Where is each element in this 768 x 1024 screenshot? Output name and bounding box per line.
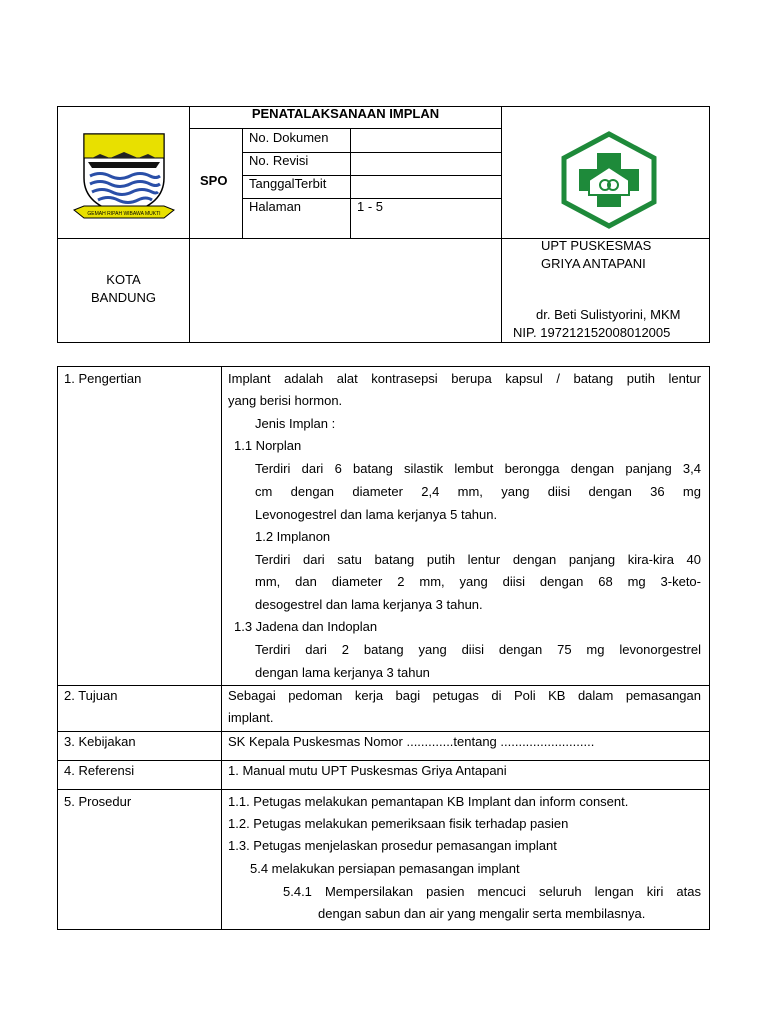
pengertian-line: Terdiri dari 6 batang silastik lembut berongga dengan panjang 3,4 bbox=[255, 461, 701, 476]
pengertian-line: Jenis Implan : bbox=[255, 416, 336, 431]
pengertian-line: mm, dan diameter 2 mm, yang diisi dengan 68 mg 3-keto- bbox=[255, 574, 701, 589]
pengertian-line: desogestrel dan lama kerjanya 3 tahun. bbox=[255, 597, 483, 612]
field-label-no-revisi: No. Revisi bbox=[249, 153, 309, 168]
institution-line-2: GRIYA ANTAPANI bbox=[541, 256, 646, 271]
document-title: PENATALAKSANAAN IMPLAN bbox=[251, 106, 440, 121]
tujuan-line: implant. bbox=[228, 710, 274, 725]
pengertian-line: Terdiri dari 2 batang yang diisi dengan 75 mg levonorgestrel bbox=[255, 642, 701, 657]
pengertian-line: Implant adalah alat kontrasepsi berupa kapsul / batang putih lentur bbox=[228, 371, 701, 386]
prosedur-line: 5.4.1 Mempersilakan pasien mencuci seluruh lengan kiri atas bbox=[283, 884, 701, 899]
bandung-crest-logo bbox=[70, 128, 178, 224]
section-label-referensi: 4. Referensi bbox=[64, 763, 135, 778]
prosedur-line: 1.3. Petugas menjelaskan prosedur pemasangan implant bbox=[228, 838, 557, 853]
field-value-halaman: 1 - 5 bbox=[357, 199, 384, 214]
pengertian-line: dengan lama kerjanya 3 tahun bbox=[255, 665, 430, 680]
prosedur-line: 1.2. Petugas melakukan pemeriksaan fisik terhadap pasien bbox=[228, 816, 569, 831]
section-label-kebijakan: 3. Kebijakan bbox=[64, 734, 136, 749]
crest-motto: GEMAH RIPAH WIBAWA MUKTI bbox=[87, 211, 161, 217]
section-label-tujuan: 2. Tujuan bbox=[64, 688, 118, 703]
institution-line-1: UPT PUSKESMAS bbox=[541, 238, 652, 253]
field-label-no-dokumen: No. Dokumen bbox=[249, 130, 329, 145]
city-line-2: BANDUNG bbox=[90, 290, 156, 305]
prosedur-line: dengan sabun dan air yang mengalir serta membilasnya. bbox=[318, 906, 646, 921]
city-line-1: KOTA bbox=[106, 272, 141, 287]
section-label-prosedur: 5. Prosedur bbox=[64, 794, 132, 809]
pengertian-line: 1.1 Norplan bbox=[234, 438, 302, 453]
kebijakan-line: SK Kepala Puskesmas Nomor .............tentang .......................... bbox=[228, 734, 595, 749]
referensi-line: 1. Manual mutu UPT Puskesmas Griya Antapani bbox=[228, 763, 507, 778]
signatory-nip: NIP. 197212152008012005 bbox=[513, 325, 671, 340]
pengertian-line: cm dengan diameter 2,4 mm, yang diisi dengan 36 mg bbox=[255, 484, 701, 499]
pengertian-line: 1.3 Jadena dan Indoplan bbox=[234, 619, 378, 634]
pengertian-line: Levonogestrel dan lama kerjanya 5 tahun. bbox=[255, 507, 498, 522]
prosedur-line: 1.1. Petugas melakukan pemantapan KB Implant dan inform consent. bbox=[228, 794, 629, 809]
pengertian-line: yang berisi hormon. bbox=[228, 393, 343, 408]
prosedur-line: 5.4 melakukan persiapan pemasangan implant bbox=[250, 861, 520, 876]
field-label-tanggal-terbit: TanggalTerbit bbox=[249, 176, 327, 191]
section-label-pengertian: 1. Pengertian bbox=[64, 371, 142, 386]
field-label-halaman: Halaman bbox=[249, 199, 302, 214]
pengertian-line: 1.2 Implanon bbox=[255, 529, 331, 544]
tujuan-line: Sebagai pedoman kerja bagi petugas di Poli KB dalam pemasangan bbox=[228, 688, 701, 703]
pengertian-line: Terdiri dari satu batang putih lentur dengan panjang kira-kira 40 bbox=[255, 552, 701, 567]
spo-label: SPO bbox=[200, 173, 228, 188]
signatory-name: dr. Beti Sulistyorini, MKM bbox=[536, 307, 681, 322]
puskesmas-logo bbox=[559, 131, 659, 229]
